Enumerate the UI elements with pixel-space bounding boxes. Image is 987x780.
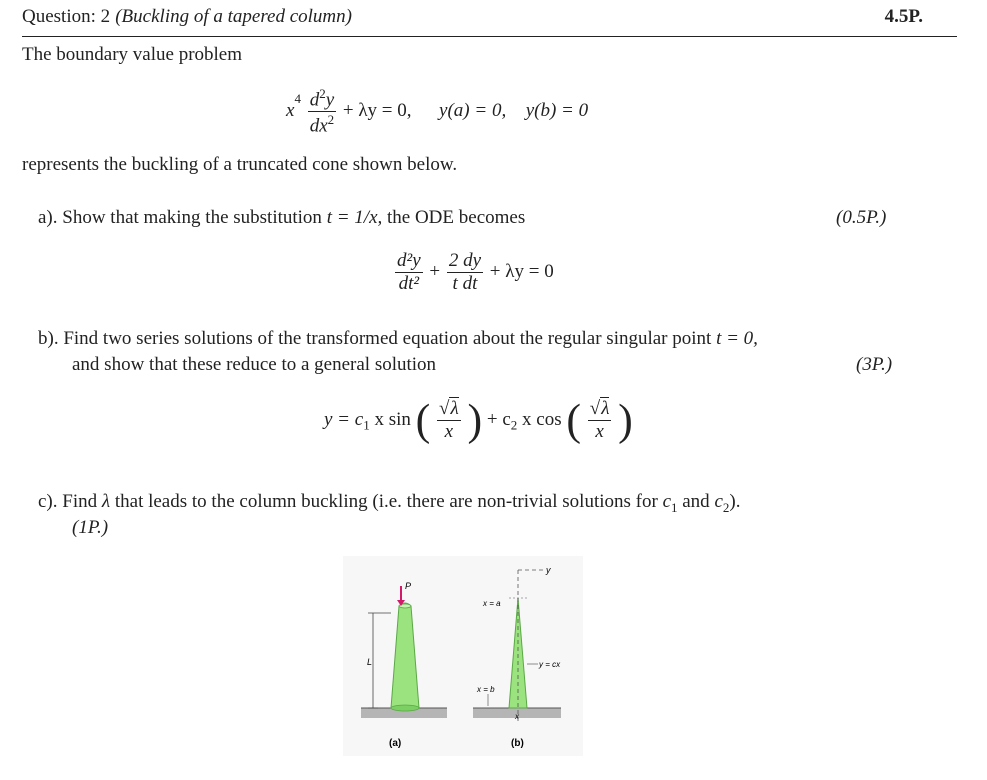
part-b-points: (3P.) <box>856 354 893 375</box>
line-label: y = cx <box>539 660 561 669</box>
part-a-prompt: a). Show that making the substitution t = 1/x, the ODE becomes <box>38 207 526 228</box>
caption-a: (a) <box>389 738 402 749</box>
figure-background <box>343 556 583 756</box>
y-axis-label: y <box>546 565 551 575</box>
tapered-column-figure <box>343 556 583 756</box>
caption-b: (b) <box>511 738 524 749</box>
bvp-equation: $x^4$ $\frac{d^2y}{dx^2}$ + λy = 0, y(a) = 0, y(b) = 0 <box>286 86 589 137</box>
intro-line-2: represents the buckling of a truncated cone shown below. <box>22 154 458 175</box>
part-c-prompt: c). Find λ that leads to the column buckling (i.e. there are non-trivial solutions for $c_1$ and $c_2$). <box>38 491 741 515</box>
intro-line: The boundary value problem <box>22 44 243 65</box>
part-b-equation: $y = c_1$ x sin ( $\frac{√\lambda}{x}$ ) + $c_2$ x cos ( $\frac{√\lambda}{x}$ ) <box>324 395 633 445</box>
load-label: P <box>405 581 412 591</box>
part-b-prompt-line-2: and show that these reduce to a general solution <box>72 354 437 375</box>
part-a-equation: $\frac{\text{d²y}}{\text{dt²}}$ + $\frac{2 dy}{\text{t dt}}$ + λy = 0 <box>397 250 554 294</box>
question-points: 4.5P. <box>884 6 923 27</box>
question-header <box>22 6 957 37</box>
x-eq-a-label: x = a <box>483 599 501 608</box>
length-label: L <box>367 657 373 667</box>
question-topic: (Buckling of a tapered column) <box>115 6 352 27</box>
question-label: Question: 2 <box>22 6 111 27</box>
d2y-dx2-fraction: $\frac{d^2y}{dx^2}$ <box>309 86 335 137</box>
part-b-prompt-line-1: b). Find two series solutions of the transformed equation about the regular singular point t = 0, <box>38 328 758 349</box>
column-base-a <box>391 705 419 711</box>
x-eq-b-label: x = b <box>477 685 495 694</box>
part-c-points: (1P.) <box>72 517 109 538</box>
x-axis-label: x <box>515 712 519 721</box>
part-a-points: (0.5P.) <box>836 207 887 228</box>
